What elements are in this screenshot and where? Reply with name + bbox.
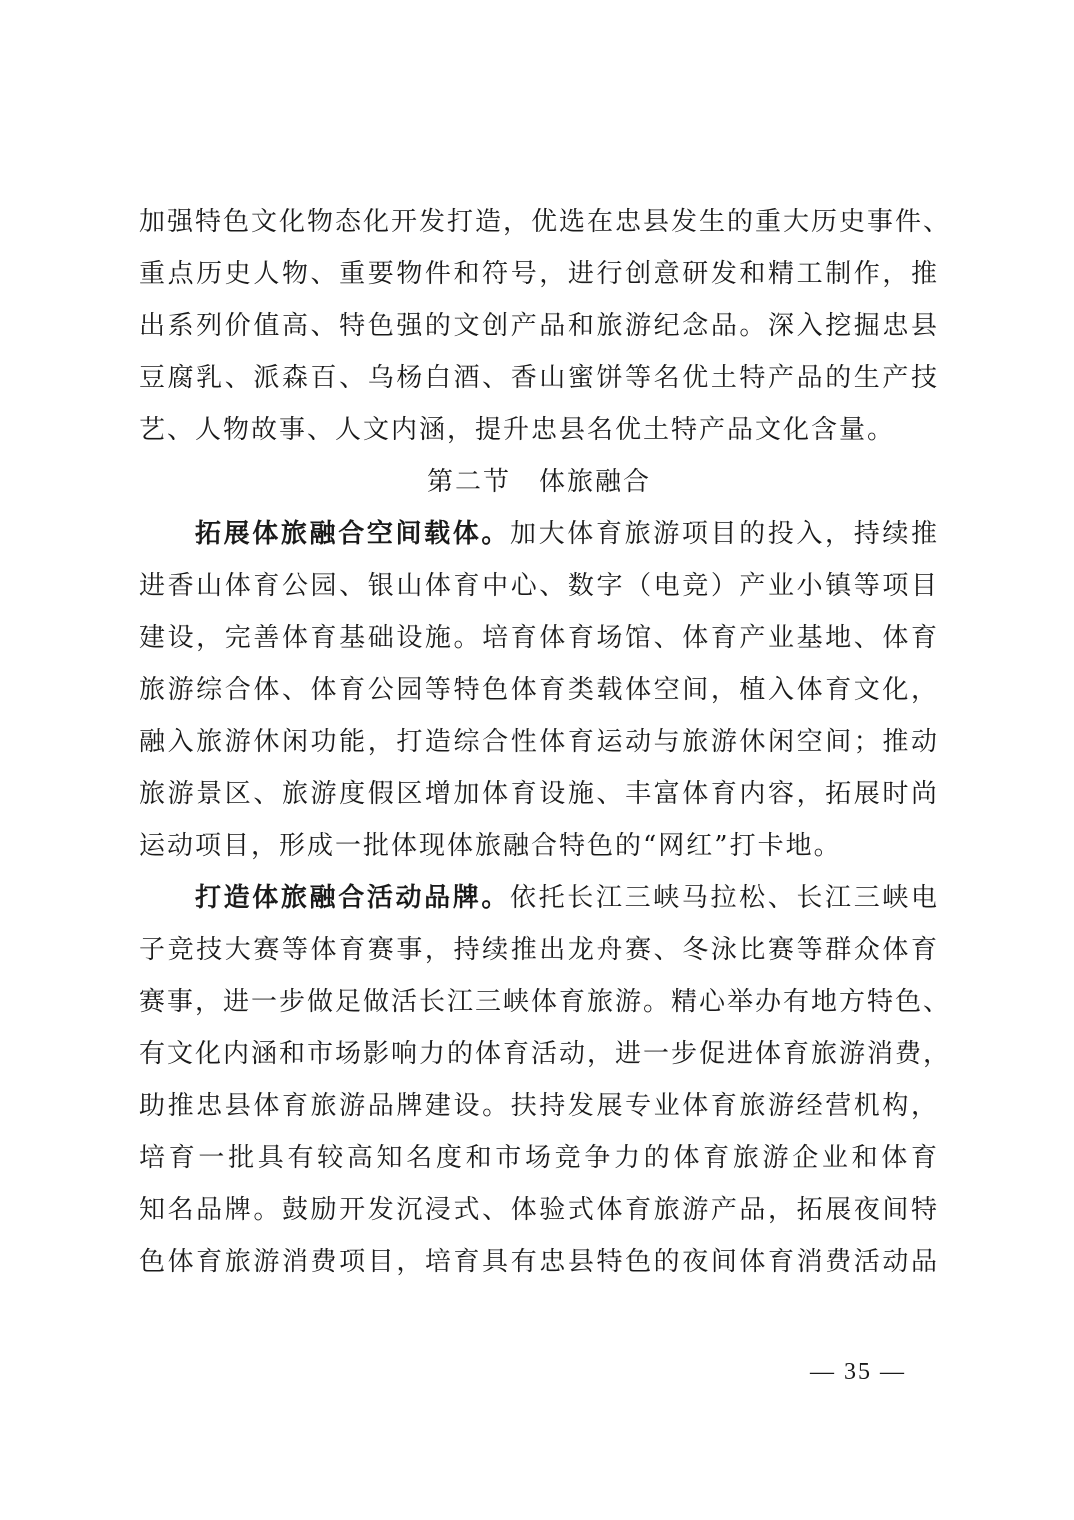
paragraph-line: 融入旅游休闲功能，打造综合性体育运动与旅游休闲空间；推动 xyxy=(139,727,939,757)
paragraph-line: 艺、人物故事、人文内涵，提升忠县名优土特产品文化含量。 xyxy=(139,415,896,445)
paragraph-text: 依托长江三峡马拉松、长江三峡电 xyxy=(510,883,939,913)
paragraph-line: 培育一批具有较高知名度和市场竞争力的体育旅游企业和体育 xyxy=(139,1143,939,1173)
paragraph-sports-tourism-brand xyxy=(139,872,952,1288)
paragraph-line: 助推忠县体育旅游品牌建设。扶持发展专业体育旅游经营机构， xyxy=(139,1091,939,1121)
paragraph-line: 有文化内涵和市场影响力的体育活动，进一步促进体育旅游消费， xyxy=(139,1039,952,1069)
paragraph-line: 运动项目，形成一批体现体旅融合特色的“网红”打卡地。 xyxy=(139,831,842,861)
paragraph-line: 色体育旅游消费项目，培育具有忠县特色的夜间体育消费活动品 xyxy=(139,1247,939,1277)
paragraph-line: 旅游综合体、体育公园等特色体育类载体空间，植入体育文化， xyxy=(139,675,939,705)
paragraph-first-line xyxy=(139,508,939,560)
paragraph-cultural-products xyxy=(139,196,952,456)
paragraph-lead: 打造体旅融合活动品牌。 xyxy=(195,883,511,913)
paragraph-line: 进香山体育公园、银山体育中心、数字（电竞）产业小镇等项目 xyxy=(139,571,939,601)
paragraph-line: 建设，完善体育基础设施。培育体育场馆、体育产业基地、体育 xyxy=(139,623,939,653)
paragraph-line: 加强特色文化物态化开发打造，优选在忠县发生的重大历史事件、 xyxy=(139,207,952,237)
paragraph-line: 豆腐乳、派森百、乌杨白酒、香山蜜饼等名优土特产品的生产技 xyxy=(139,363,939,393)
paragraph-line: 子竞技大赛等体育赛事，持续推出龙舟赛、冬泳比赛等群众体育 xyxy=(139,935,939,965)
page-number: — 35 — xyxy=(810,1359,906,1385)
paragraph-line: 出系列价值高、特色强的文创产品和旅游纪念品。深入挖掘忠县 xyxy=(139,311,939,341)
paragraph-lead: 拓展体旅融合空间载体。 xyxy=(195,519,511,549)
paragraph-first-line xyxy=(139,872,939,924)
paragraph-line: 知名品牌。鼓励开发沉浸式、体验式体育旅游产品，拓展夜间特 xyxy=(139,1195,939,1225)
section-heading-block xyxy=(139,456,939,508)
paragraph-sports-tourism-space xyxy=(139,508,939,872)
paragraph-line: 旅游景区、旅游度假区增加体育设施、丰富体育内容，拓展时尚 xyxy=(139,779,939,809)
paragraph-line: 重点历史人物、重要物件和符号，进行创意研发和精工制作，推 xyxy=(139,259,939,289)
section-heading: 第二节 体旅融合 xyxy=(426,467,651,497)
paragraph-line: 赛事，进一步做足做活长江三峡体育旅游。精心举办有地方特色、 xyxy=(139,987,952,1017)
paragraph-text: 加大体育旅游项目的投入，持续推 xyxy=(510,519,939,549)
